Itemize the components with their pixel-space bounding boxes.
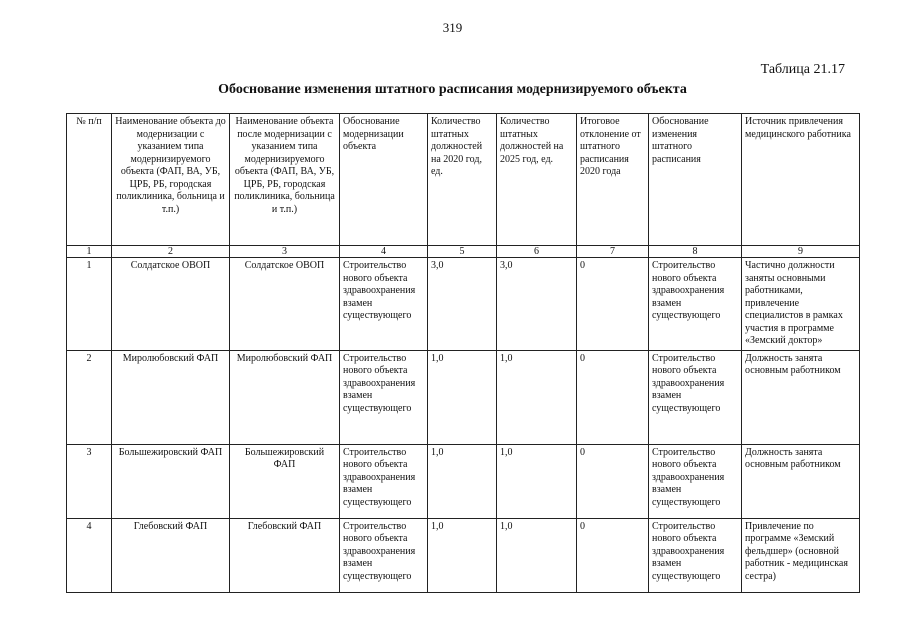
staffing-table: [66, 113, 860, 593]
column-number: 6: [497, 246, 577, 258]
object-before: Солдатское ОВОП: [112, 258, 230, 351]
column-number-row: [67, 246, 860, 258]
deviation: 0: [577, 258, 649, 351]
object-after: Большежировский ФАП: [230, 444, 340, 518]
modernization-reason: Строительство нового объекта здравоохранения взамен существующего: [340, 444, 428, 518]
column-number: 9: [742, 246, 860, 258]
object-after: Миролюбовский ФАП: [230, 350, 340, 444]
modernization-reason: Строительство нового объекта здравоохранения взамен существующего: [340, 350, 428, 444]
staff-2025: 1,0: [497, 518, 577, 592]
header-modernization-reason: Обоснование модернизации объекта: [340, 114, 428, 246]
staff-2025: 1,0: [497, 444, 577, 518]
change-reason: Строительство нового объекта здравоохранения взамен существующего: [649, 518, 742, 592]
staff-2020: 1,0: [428, 350, 497, 444]
object-after: Солдатское ОВОП: [230, 258, 340, 351]
object-before: Глебовский ФАП: [112, 518, 230, 592]
column-number: 8: [649, 246, 742, 258]
column-number: 2: [112, 246, 230, 258]
column-number: 3: [230, 246, 340, 258]
staff-2025: 1,0: [497, 350, 577, 444]
modernization-reason: Строительство нового объекта здравоохранения взамен существующего: [340, 258, 428, 351]
object-before: Большежировский ФАП: [112, 444, 230, 518]
column-number: 4: [340, 246, 428, 258]
table-row: [67, 518, 860, 592]
worker-source: Частично должности заняты основными работниками, привлечение специалистов в рамках участия в программе «Земский доктор»: [742, 258, 860, 351]
modernization-reason: Строительство нового объекта здравоохранения взамен существующего: [340, 518, 428, 592]
worker-source: Должность занята основным работником: [742, 444, 860, 518]
column-number: 1: [67, 246, 112, 258]
table-row: [67, 258, 860, 351]
header-num: № п/п: [67, 114, 112, 246]
row-number: 4: [67, 518, 112, 592]
change-reason: Строительство нового объекта здравоохранения взамен существующего: [649, 350, 742, 444]
object-after: Глебовский ФАП: [230, 518, 340, 592]
column-number: 5: [428, 246, 497, 258]
row-number: 3: [67, 444, 112, 518]
table-row: [67, 444, 860, 518]
object-before: Миролюбовский ФАП: [112, 350, 230, 444]
change-reason: Строительство нового объекта здравоохранения взамен существующего: [649, 444, 742, 518]
header-staff-2020: Количество штатных должностей на 2020 год, ед.: [428, 114, 497, 246]
row-number: 1: [67, 258, 112, 351]
staff-2020: 1,0: [428, 518, 497, 592]
worker-source: Привлечение по программе «Земский фельдшер» (основной работник - медицинская сестра): [742, 518, 860, 592]
change-reason: Строительство нового объекта здравоохранения взамен существующего: [649, 258, 742, 351]
deviation: 0: [577, 350, 649, 444]
header-object-before: Наименование объекта до модернизации с указанием типа модернизируемого объекта (ФАП, ВА, УБ, ЦРБ, РБ, городская поликлиника, больница и т.п.): [112, 114, 230, 246]
row-number: 2: [67, 350, 112, 444]
header-row: [67, 114, 860, 246]
worker-source: Должность занята основным работником: [742, 350, 860, 444]
staff-2020: 3,0: [428, 258, 497, 351]
table-row: [67, 350, 860, 444]
page-number: 319: [442, 20, 463, 35]
header-deviation: Итоговое отклонение от штатного расписания 2020 года: [577, 114, 649, 246]
deviation: 0: [577, 518, 649, 592]
staff-2025: 3,0: [497, 258, 577, 351]
column-number: 7: [577, 246, 649, 258]
header-object-after: Наименование объекта после модернизации с указанием типа модернизируемого объекта (ФАП, ВА, УБ, ЦРБ, РБ, городская поликлиника, больница и т.п.): [230, 114, 340, 246]
deviation: 0: [577, 444, 649, 518]
table-label: Таблица 21.17: [760, 62, 845, 77]
header-change-reason: Обоснование изменения штатного расписания: [649, 114, 742, 246]
header-worker-source: Источник привлечения медицинского работника: [742, 114, 860, 246]
header-staff-2025: Количество штатных должностей на 2025 год, ед.: [497, 114, 577, 246]
document-title: Обоснование изменения штатного расписания модернизируемого объекта: [218, 82, 687, 97]
staff-2020: 1,0: [428, 444, 497, 518]
